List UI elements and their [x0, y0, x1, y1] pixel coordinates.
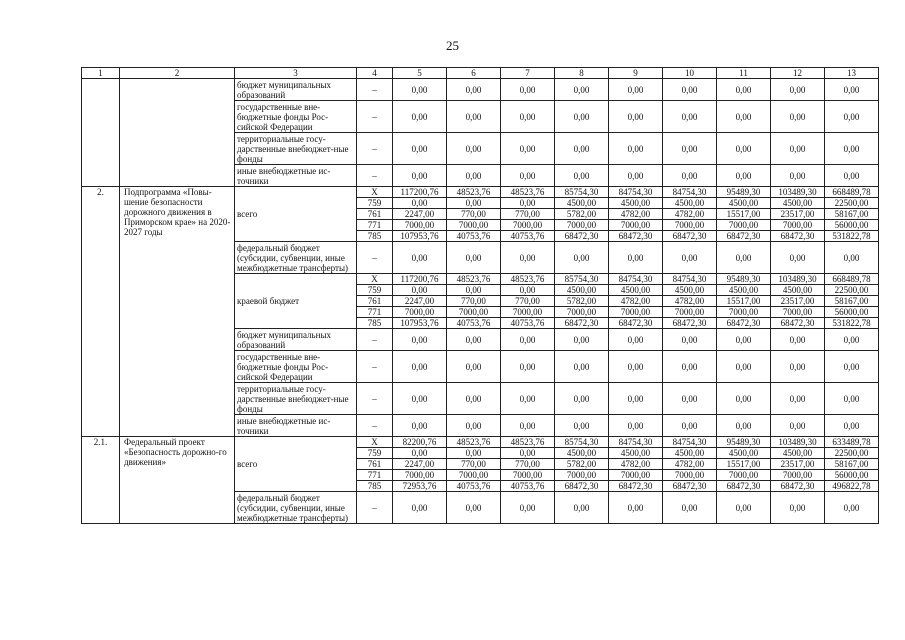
amount-cell: 0,00 — [717, 415, 771, 437]
budget-code: X — [357, 437, 393, 448]
budget-code: 771 — [357, 220, 393, 231]
amount-cell: 0,00 — [771, 329, 825, 351]
amount-cell: 85754,30 — [555, 274, 609, 285]
amount-cell: 4782,00 — [609, 296, 663, 307]
amount-cell: 0,00 — [717, 351, 771, 383]
amount-cell: 84754,30 — [609, 187, 663, 198]
funding-source-label: федеральный бюджет (субсидии, субвенции, иные межбюджетные трансферты) — [235, 242, 357, 274]
budget-table — [81, 67, 879, 524]
amount-cell: 56000,00 — [825, 307, 879, 318]
amount-cell: 0,00 — [393, 285, 447, 296]
amount-cell: 103489,30 — [771, 437, 825, 448]
amount-cell: 0,00 — [501, 165, 555, 187]
amount-cell: 40753,76 — [447, 318, 501, 329]
amount-cell: 0,00 — [447, 492, 501, 524]
amount-cell: 0,00 — [501, 101, 555, 133]
amount-cell: 72953,76 — [393, 481, 447, 492]
amount-cell: 68472,30 — [555, 481, 609, 492]
amount-cell: 0,00 — [393, 448, 447, 459]
budget-code: – — [357, 383, 393, 415]
funding-source-label: территориальные госу-дарственные внебюджет-ные фонды — [235, 133, 357, 165]
funding-source-label: федеральный бюджет (субсидии, субвенции, иные межбюджетные трансферты) — [235, 492, 357, 524]
amount-cell: 68472,30 — [663, 318, 717, 329]
amount-cell: 0,00 — [501, 351, 555, 383]
amount-cell: 4500,00 — [663, 448, 717, 459]
amount-cell: 0,00 — [447, 79, 501, 101]
amount-cell: 0,00 — [609, 133, 663, 165]
amount-cell: 0,00 — [393, 133, 447, 165]
amount-cell: 0,00 — [771, 165, 825, 187]
amount-cell: 4500,00 — [609, 285, 663, 296]
column-header: 13 — [825, 68, 879, 79]
amount-cell: 0,00 — [717, 492, 771, 524]
funding-source-label: иные внебюджетные ис-точники — [235, 165, 357, 187]
amount-cell: 0,00 — [501, 198, 555, 209]
amount-cell: 0,00 — [393, 351, 447, 383]
amount-cell: 7000,00 — [447, 470, 501, 481]
amount-cell: 0,00 — [393, 415, 447, 437]
amount-cell: 0,00 — [447, 165, 501, 187]
amount-cell: 0,00 — [825, 133, 879, 165]
amount-cell: 0,00 — [555, 242, 609, 274]
amount-cell: 7000,00 — [717, 470, 771, 481]
amount-cell: 68472,30 — [717, 318, 771, 329]
amount-cell: 7000,00 — [663, 307, 717, 318]
amount-cell: 0,00 — [555, 101, 609, 133]
amount-cell: 0,00 — [771, 242, 825, 274]
amount-cell: 48523,76 — [447, 187, 501, 198]
table-row — [82, 79, 879, 101]
amount-cell: 68472,30 — [555, 231, 609, 242]
amount-cell: 0,00 — [501, 242, 555, 274]
amount-cell: 0,00 — [555, 351, 609, 383]
amount-cell: 68472,30 — [609, 231, 663, 242]
amount-cell: 0,00 — [501, 492, 555, 524]
amount-cell: 0,00 — [393, 198, 447, 209]
amount-cell: 107953,76 — [393, 231, 447, 242]
amount-cell: 40753,76 — [447, 481, 501, 492]
table-row — [82, 437, 879, 448]
amount-cell: 0,00 — [771, 79, 825, 101]
amount-cell: 7000,00 — [609, 220, 663, 231]
row-number: 2. — [82, 187, 120, 437]
amount-cell: 0,00 — [609, 492, 663, 524]
amount-cell: 40753,76 — [501, 318, 555, 329]
funding-source-label: всего — [235, 187, 357, 242]
budget-code: X — [357, 274, 393, 285]
amount-cell: 56000,00 — [825, 220, 879, 231]
amount-cell: 0,00 — [393, 165, 447, 187]
amount-cell: 0,00 — [825, 242, 879, 274]
budget-code: 785 — [357, 318, 393, 329]
budget-code: 785 — [357, 481, 393, 492]
amount-cell: 5782,00 — [555, 296, 609, 307]
amount-cell: 0,00 — [825, 415, 879, 437]
funding-source-label: иные внебюджетные ис-точники — [235, 415, 357, 437]
amount-cell: 0,00 — [771, 383, 825, 415]
funding-source-label: государственные вне-бюджетные фонды Рос-сийской Федерации — [235, 101, 357, 133]
amount-cell: 22500,00 — [825, 198, 879, 209]
amount-cell: 85754,30 — [555, 437, 609, 448]
amount-cell: 7000,00 — [501, 470, 555, 481]
amount-cell: 668489,78 — [825, 187, 879, 198]
amount-cell: 7000,00 — [555, 220, 609, 231]
budget-code: 759 — [357, 198, 393, 209]
amount-cell: 0,00 — [447, 329, 501, 351]
amount-cell: 668489,78 — [825, 274, 879, 285]
column-header: 1 — [82, 68, 120, 79]
amount-cell: 68472,30 — [717, 231, 771, 242]
amount-cell: 0,00 — [609, 165, 663, 187]
amount-cell: 23517,00 — [771, 459, 825, 470]
column-header: 10 — [663, 68, 717, 79]
column-header: 9 — [609, 68, 663, 79]
amount-cell: 0,00 — [663, 383, 717, 415]
budget-code: 761 — [357, 209, 393, 220]
amount-cell: 0,00 — [717, 101, 771, 133]
amount-cell: 56000,00 — [825, 470, 879, 481]
amount-cell: 4500,00 — [771, 285, 825, 296]
amount-cell: 48523,76 — [447, 437, 501, 448]
amount-cell: 0,00 — [555, 329, 609, 351]
amount-cell: 22500,00 — [825, 448, 879, 459]
amount-cell: 770,00 — [501, 209, 555, 220]
amount-cell: 770,00 — [447, 209, 501, 220]
table-row — [82, 187, 879, 198]
amount-cell: 0,00 — [825, 351, 879, 383]
amount-cell: 4500,00 — [717, 285, 771, 296]
amount-cell: 4782,00 — [609, 209, 663, 220]
amount-cell: 58167,00 — [825, 459, 879, 470]
budget-code: – — [357, 101, 393, 133]
budget-code: – — [357, 329, 393, 351]
amount-cell: 0,00 — [663, 79, 717, 101]
amount-cell: 0,00 — [825, 79, 879, 101]
budget-code: 771 — [357, 307, 393, 318]
amount-cell: 117200,76 — [393, 274, 447, 285]
funding-source-label: государственные вне-бюджетные фонды Рос-сийской Федерации — [235, 351, 357, 383]
amount-cell: 7000,00 — [447, 220, 501, 231]
row-number: 2.1. — [82, 437, 120, 524]
amount-cell: 0,00 — [771, 492, 825, 524]
amount-cell: 58167,00 — [825, 209, 879, 220]
amount-cell: 0,00 — [663, 329, 717, 351]
amount-cell: 68472,30 — [717, 481, 771, 492]
amount-cell: 7000,00 — [771, 307, 825, 318]
funding-source-label: бюджет муниципальных образований — [235, 329, 357, 351]
amount-cell: 0,00 — [609, 415, 663, 437]
amount-cell: 0,00 — [501, 383, 555, 415]
amount-cell: 0,00 — [393, 101, 447, 133]
amount-cell: 58167,00 — [825, 296, 879, 307]
funding-source-label: бюджет муниципальных образований — [235, 79, 357, 101]
column-header: 4 — [357, 68, 393, 79]
amount-cell: 0,00 — [393, 79, 447, 101]
budget-code: 761 — [357, 459, 393, 470]
amount-cell: 68472,30 — [555, 318, 609, 329]
amount-cell: 22500,00 — [825, 285, 879, 296]
amount-cell: 633489,78 — [825, 437, 879, 448]
amount-cell: 4500,00 — [771, 198, 825, 209]
column-header: 3 — [235, 68, 357, 79]
amount-cell: 0,00 — [609, 383, 663, 415]
amount-cell: 0,00 — [663, 101, 717, 133]
amount-cell: 0,00 — [555, 79, 609, 101]
amount-cell: 0,00 — [447, 198, 501, 209]
amount-cell: 84754,30 — [663, 187, 717, 198]
amount-cell: 68472,30 — [663, 231, 717, 242]
amount-cell: 4500,00 — [555, 448, 609, 459]
amount-cell: 0,00 — [825, 165, 879, 187]
amount-cell: 7000,00 — [393, 470, 447, 481]
column-header: 8 — [555, 68, 609, 79]
budget-code: – — [357, 79, 393, 101]
amount-cell: 0,00 — [825, 383, 879, 415]
amount-cell: 84754,30 — [609, 274, 663, 285]
amount-cell: 4782,00 — [663, 459, 717, 470]
amount-cell: 7000,00 — [393, 307, 447, 318]
column-header: 2 — [120, 68, 235, 79]
amount-cell: 48523,76 — [501, 274, 555, 285]
budget-code: 759 — [357, 285, 393, 296]
amount-cell: 0,00 — [609, 351, 663, 383]
amount-cell: 0,00 — [447, 285, 501, 296]
amount-cell: 4500,00 — [555, 198, 609, 209]
amount-cell: 4782,00 — [663, 209, 717, 220]
amount-cell: 15517,00 — [717, 209, 771, 220]
budget-code: – — [357, 133, 393, 165]
amount-cell: 0,00 — [447, 242, 501, 274]
amount-cell: 0,00 — [663, 492, 717, 524]
amount-cell: 7000,00 — [663, 470, 717, 481]
amount-cell: 0,00 — [501, 79, 555, 101]
amount-cell: 7000,00 — [717, 307, 771, 318]
amount-cell: 0,00 — [501, 415, 555, 437]
amount-cell: 103489,30 — [771, 274, 825, 285]
amount-cell: 7000,00 — [555, 307, 609, 318]
amount-cell: 0,00 — [447, 133, 501, 165]
budget-code: 771 — [357, 470, 393, 481]
amount-cell: 0,00 — [717, 329, 771, 351]
amount-cell: 0,00 — [771, 351, 825, 383]
amount-cell: 0,00 — [447, 101, 501, 133]
row-title — [120, 79, 235, 187]
amount-cell: 5782,00 — [555, 459, 609, 470]
amount-cell: 2247,00 — [393, 459, 447, 470]
amount-cell: 84754,30 — [609, 437, 663, 448]
budget-code: – — [357, 351, 393, 383]
amount-cell: 4500,00 — [717, 448, 771, 459]
amount-cell: 496822,78 — [825, 481, 879, 492]
amount-cell: 0,00 — [771, 133, 825, 165]
amount-cell: 0,00 — [825, 101, 879, 133]
amount-cell: 40753,76 — [501, 481, 555, 492]
amount-cell: 82200,76 — [393, 437, 447, 448]
amount-cell: 7000,00 — [609, 470, 663, 481]
amount-cell: 95489,30 — [717, 274, 771, 285]
amount-cell: 85754,30 — [555, 187, 609, 198]
amount-cell: 107953,76 — [393, 318, 447, 329]
amount-cell: 0,00 — [717, 242, 771, 274]
amount-cell: 0,00 — [393, 329, 447, 351]
amount-cell: 95489,30 — [717, 187, 771, 198]
amount-cell: 0,00 — [447, 383, 501, 415]
amount-cell: 0,00 — [825, 329, 879, 351]
amount-cell: 23517,00 — [771, 296, 825, 307]
amount-cell: 48523,76 — [501, 187, 555, 198]
amount-cell: 770,00 — [447, 459, 501, 470]
amount-cell: 7000,00 — [771, 220, 825, 231]
amount-cell: 117200,76 — [393, 187, 447, 198]
amount-cell: 0,00 — [447, 415, 501, 437]
amount-cell: 0,00 — [501, 329, 555, 351]
amount-cell: 68472,30 — [771, 231, 825, 242]
budget-code: 759 — [357, 448, 393, 459]
amount-cell: 68472,30 — [609, 318, 663, 329]
amount-cell: 68472,30 — [771, 481, 825, 492]
amount-cell: 0,00 — [663, 242, 717, 274]
amount-cell: 40753,76 — [447, 231, 501, 242]
amount-cell: 0,00 — [393, 242, 447, 274]
amount-cell: 7000,00 — [447, 307, 501, 318]
funding-source-label: территориальные госу-дарственные внебюджет-ные фонды — [235, 383, 357, 415]
amount-cell: 48523,76 — [447, 274, 501, 285]
amount-cell: 7000,00 — [501, 220, 555, 231]
amount-cell: 40753,76 — [501, 231, 555, 242]
amount-cell: 4500,00 — [717, 198, 771, 209]
funding-source-label: всего — [235, 437, 357, 492]
amount-cell: 23517,00 — [771, 209, 825, 220]
column-header: 5 — [393, 68, 447, 79]
amount-cell: 0,00 — [501, 285, 555, 296]
row-number — [82, 79, 120, 187]
amount-cell: 0,00 — [717, 133, 771, 165]
amount-cell: 0,00 — [663, 133, 717, 165]
amount-cell: 0,00 — [609, 79, 663, 101]
amount-cell: 7000,00 — [501, 307, 555, 318]
amount-cell: 7000,00 — [609, 307, 663, 318]
amount-cell: 4500,00 — [663, 285, 717, 296]
amount-cell: 0,00 — [555, 415, 609, 437]
row-title: Подпрограмма «Повы-шение безопасности дорожного движения в Приморском крае» на 2020-2027 годы — [120, 187, 235, 437]
amount-cell: 15517,00 — [717, 296, 771, 307]
amount-cell: 4782,00 — [663, 296, 717, 307]
amount-cell: 0,00 — [663, 165, 717, 187]
amount-cell: 0,00 — [717, 383, 771, 415]
column-header: 12 — [771, 68, 825, 79]
amount-cell: 4500,00 — [609, 448, 663, 459]
amount-cell: 0,00 — [501, 448, 555, 459]
amount-cell: 68472,30 — [771, 318, 825, 329]
amount-cell: 0,00 — [555, 165, 609, 187]
amount-cell: 0,00 — [609, 329, 663, 351]
amount-cell: 531822,78 — [825, 318, 879, 329]
column-header: 6 — [447, 68, 501, 79]
amount-cell: 0,00 — [717, 165, 771, 187]
amount-cell: 770,00 — [501, 296, 555, 307]
amount-cell: 95489,30 — [717, 437, 771, 448]
amount-cell: 7000,00 — [555, 470, 609, 481]
amount-cell: 68472,30 — [609, 481, 663, 492]
header-row — [82, 68, 879, 79]
page-number: 25 — [446, 38, 459, 53]
amount-cell: 48523,76 — [501, 437, 555, 448]
column-header: 7 — [501, 68, 555, 79]
budget-code: – — [357, 165, 393, 187]
budget-code: – — [357, 242, 393, 274]
budget-code: X — [357, 187, 393, 198]
amount-cell: 0,00 — [771, 101, 825, 133]
amount-cell: 7000,00 — [393, 220, 447, 231]
budget-code: – — [357, 492, 393, 524]
amount-cell: 0,00 — [771, 415, 825, 437]
amount-cell: 5782,00 — [555, 209, 609, 220]
amount-cell: 0,00 — [393, 492, 447, 524]
amount-cell: 4500,00 — [771, 448, 825, 459]
amount-cell: 0,00 — [825, 492, 879, 524]
budget-code: 785 — [357, 231, 393, 242]
amount-cell: 0,00 — [555, 383, 609, 415]
amount-cell: 0,00 — [609, 101, 663, 133]
amount-cell: 0,00 — [555, 133, 609, 165]
amount-cell: 770,00 — [447, 296, 501, 307]
amount-cell: 103489,30 — [771, 187, 825, 198]
amount-cell: 0,00 — [393, 383, 447, 415]
budget-code: 761 — [357, 296, 393, 307]
amount-cell: 7000,00 — [717, 220, 771, 231]
column-header: 11 — [717, 68, 771, 79]
amount-cell: 531822,78 — [825, 231, 879, 242]
amount-cell: 4500,00 — [555, 285, 609, 296]
amount-cell: 4500,00 — [609, 198, 663, 209]
amount-cell: 0,00 — [663, 351, 717, 383]
amount-cell: 68472,30 — [663, 481, 717, 492]
amount-cell: 0,00 — [717, 79, 771, 101]
amount-cell: 2247,00 — [393, 296, 447, 307]
amount-cell: 4500,00 — [663, 198, 717, 209]
amount-cell: 84754,30 — [663, 274, 717, 285]
amount-cell: 0,00 — [609, 242, 663, 274]
amount-cell: 0,00 — [447, 448, 501, 459]
amount-cell: 0,00 — [663, 415, 717, 437]
budget-code: – — [357, 415, 393, 437]
funding-source-label: краевой бюджет — [235, 274, 357, 329]
amount-cell: 7000,00 — [771, 470, 825, 481]
amount-cell: 0,00 — [501, 133, 555, 165]
row-title: Федеральный проект «Безопасность дорожно-го движения» — [120, 437, 235, 524]
amount-cell: 2247,00 — [393, 209, 447, 220]
amount-cell: 0,00 — [555, 492, 609, 524]
amount-cell: 4782,00 — [609, 459, 663, 470]
amount-cell: 84754,30 — [663, 437, 717, 448]
amount-cell: 770,00 — [501, 459, 555, 470]
amount-cell: 7000,00 — [663, 220, 717, 231]
amount-cell: 15517,00 — [717, 459, 771, 470]
amount-cell: 0,00 — [447, 351, 501, 383]
